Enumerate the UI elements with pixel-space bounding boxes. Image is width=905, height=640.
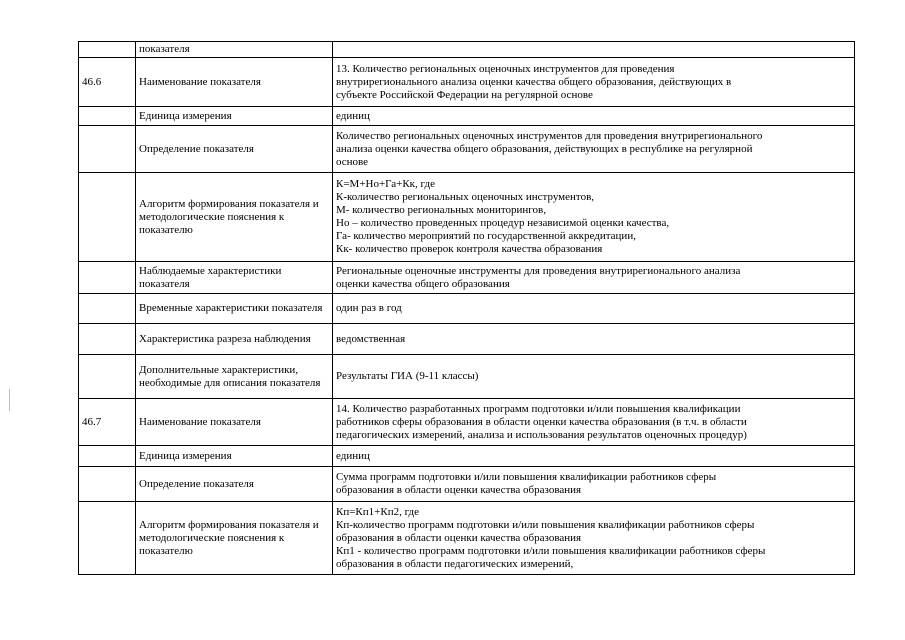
parameter-label-cell: Характеристика разреза наблюдения bbox=[136, 324, 333, 355]
parameter-value-cell bbox=[333, 126, 855, 173]
parameter-label-cell: Алгоритм формирования показателя и методологические пояснения к показателю bbox=[136, 502, 333, 575]
row-number-cell bbox=[79, 42, 136, 58]
parameter-value-cell bbox=[333, 42, 855, 58]
value-line: Кп=Кп1+Кп2, где bbox=[336, 505, 420, 518]
value-line: педагогических измерений, анализа и использования результатов оценочных процедур) bbox=[336, 428, 747, 441]
value-line: внутрирегионального анализа оценки качества общего образования, действующих в bbox=[336, 75, 732, 88]
row-number-cell bbox=[79, 262, 136, 294]
table-row bbox=[79, 324, 855, 355]
row-number-cell: 46.6 bbox=[79, 58, 136, 107]
table-row bbox=[79, 58, 855, 107]
value-line: субъекте Российской Федерации на регулярной основе bbox=[336, 88, 593, 101]
value-line: Но – количество проведенных процедур независимой оценки качества, bbox=[336, 217, 670, 229]
value-line: Сумма программ подготовки и/или повышения квалификации работников сферы bbox=[336, 471, 717, 483]
row-number-cell bbox=[79, 502, 136, 575]
value-line: Кп-количество программ подготовки и/или повышения квалификации работников сферы bbox=[336, 518, 755, 531]
table-row bbox=[79, 446, 855, 467]
table-row bbox=[79, 399, 855, 446]
value-line: работников сферы образования в области оценки качества образования (в т.ч. в области bbox=[336, 415, 747, 428]
table-row bbox=[79, 42, 855, 58]
table-row bbox=[79, 294, 855, 324]
parameter-value-cell bbox=[333, 173, 855, 262]
parameter-value-cell bbox=[333, 467, 855, 502]
table-row bbox=[79, 126, 855, 173]
value-line: М- количество региональных мониторингов, bbox=[336, 204, 546, 216]
value-line: 14. Количество разработанных программ подготовки и/или повышения квалификации bbox=[336, 402, 741, 415]
value-line: Кп1 - количество программ подготовки и/или повышения квалификации работников сферы bbox=[336, 544, 766, 557]
table-row bbox=[79, 355, 855, 399]
value-line: Количество региональных оценочных инструментов для проведения внутрирегионального bbox=[336, 129, 763, 142]
parameter-label-cell: Временные характеристики показателя bbox=[136, 294, 333, 324]
row-number-cell bbox=[79, 324, 136, 355]
parameter-label-cell: Определение показателя bbox=[136, 467, 333, 502]
table-row bbox=[79, 502, 855, 575]
value-line: ведомственная bbox=[336, 332, 406, 345]
value-line: К=М+Но+Га+Кк, где bbox=[336, 178, 435, 190]
parameter-label-cell: Наименование показателя bbox=[136, 58, 333, 107]
parameter-label-cell: Дополнительные характеристики, необходимые для описания показателя bbox=[136, 355, 333, 399]
parameter-value-cell bbox=[333, 324, 855, 355]
row-number-cell bbox=[79, 173, 136, 262]
parameter-value-cell bbox=[333, 262, 855, 294]
parameter-value-cell bbox=[333, 502, 855, 575]
value-line: образования в области оценки качества образования bbox=[336, 484, 582, 496]
value-line: К-количество региональных оценочных инструментов, bbox=[336, 191, 595, 203]
value-line: один раз в год bbox=[336, 302, 402, 314]
row-number-cell: 46.7 bbox=[79, 399, 136, 446]
value-line: оценки качества общего образования bbox=[336, 277, 510, 290]
table-row bbox=[79, 173, 855, 262]
parameter-value-cell bbox=[333, 294, 855, 324]
parameter-label-cell: Алгоритм формирования показателя и методологические пояснения к показателю bbox=[136, 173, 333, 262]
value-line: Региональные оценочные инструменты для проведения внутрирегионального анализа bbox=[336, 264, 741, 277]
value-line: Результаты ГИА (9-11 классы) bbox=[336, 370, 479, 382]
parameter-value-cell bbox=[333, 107, 855, 126]
scan-artifact-line bbox=[9, 389, 10, 411]
parameter-label-cell: Единица измерения bbox=[136, 446, 333, 467]
parameter-value-cell bbox=[333, 399, 855, 446]
row-number-cell bbox=[79, 126, 136, 173]
value-line: единиц bbox=[336, 449, 370, 462]
parameter-label-cell: Определение показателя bbox=[136, 126, 333, 173]
parameter-label-cell: Единица измерения bbox=[136, 107, 333, 126]
value-line: образования в области оценки качества образования bbox=[336, 531, 582, 544]
table-row bbox=[79, 262, 855, 294]
parameter-value-cell bbox=[333, 355, 855, 399]
table-row bbox=[79, 107, 855, 126]
row-number-cell bbox=[79, 467, 136, 502]
parameter-label-cell: Наименование показателя bbox=[136, 399, 333, 446]
value-line: основе bbox=[336, 155, 369, 168]
row-number-cell bbox=[79, 294, 136, 324]
parameter-value-cell bbox=[333, 446, 855, 467]
parameter-label-cell: показателя bbox=[136, 42, 333, 58]
value-line: 13. Количество региональных оценочных инструментов для проведения bbox=[336, 62, 675, 75]
value-line: анализа оценки качества общего образования, действующих в республике на регулярной bbox=[336, 142, 753, 155]
value-line: Кк- количество проверок контроля качества образования bbox=[336, 243, 603, 255]
value-line: Га- количество мероприятий по государственной аккредитации, bbox=[336, 230, 636, 242]
table-row bbox=[79, 467, 855, 502]
parameter-label-cell: Наблюдаемые характеристики показателя bbox=[136, 262, 333, 294]
row-number-cell bbox=[79, 107, 136, 126]
row-number-cell bbox=[79, 355, 136, 399]
indicator-passport-table bbox=[78, 41, 855, 575]
value-line: образования в области педагогических измерений, bbox=[336, 557, 574, 570]
parameter-value-cell bbox=[333, 58, 855, 107]
row-number-cell bbox=[79, 446, 136, 467]
value-line: единиц bbox=[336, 109, 370, 122]
